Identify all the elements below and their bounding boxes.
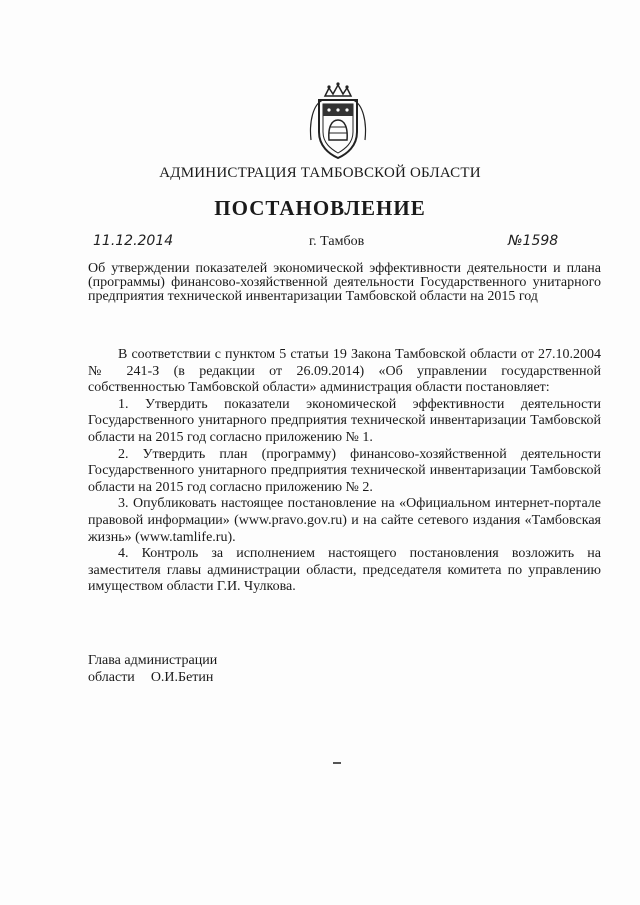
document-number: №1598: [508, 233, 559, 249]
document-date: 11.12.2014: [93, 233, 174, 249]
clause-2: 2. Утвердить план (программу) финансово-хозяйственной деятельности Государственного унитарного предприятия технической инвентаризации Тамбовской области на 2015 год согласно приложению № 2.: [88, 446, 601, 495]
preamble-paragraph: В соответствии с пунктом 5 статьи 19 Закона Тамбовской области от 27.10.2004 № 241-З (в редакции от 26.09.2014) «Об управлении государственной собственностью Тамбовской области» администрация области постановляет:: [88, 347, 601, 396]
signatory-title: Глава администрации: [88, 653, 218, 668]
signatory-title-cont: области: [88, 670, 135, 685]
document-city: г. Тамбов: [309, 234, 365, 249]
document-subject: Об утверждении показателей экономической эффективности деятельности и плана (программы) финансово-хозяйственной деятельности Государственного унитарного предприятия технической инвентаризации Тамбовской области на 2015 год: [88, 261, 601, 304]
coat-of-arms-icon: [303, 82, 373, 162]
clause-3: 3. Опубликовать настоящее постановление на «Официальном интернет-портале правовой информации» (www.pravo.gov.ru) и на сайте сетевого издания «Тамбовская жизнь» (www.tamlife.ru).: [88, 496, 601, 545]
document-body: [88, 347, 601, 596]
clause-1: 1. Утвердить показатели экономической эффективности деятельности Государственного унитарного предприятия технической инвентаризации Тамбовской области на 2015 год согласно приложению № 1.: [88, 396, 601, 445]
document-type-title: ПОСТАНОВЛЕНИЕ: [214, 196, 426, 220]
signatory-name: О.И.Бетин: [150, 670, 214, 685]
signature-block: [88, 652, 217, 686]
signatory-line: [88, 669, 217, 686]
scan-mark: [333, 762, 341, 764]
organization-title: АДМИНИСТРАЦИЯ ТАМБОВСКОЙ ОБЛАСТИ: [159, 165, 481, 181]
clause-4: 4. Контроль за исполнением настоящего постановления возложить на заместителя главы администрации области, председателя комитета по управлению имуществом области Г.И. Чулкова.: [88, 546, 601, 595]
